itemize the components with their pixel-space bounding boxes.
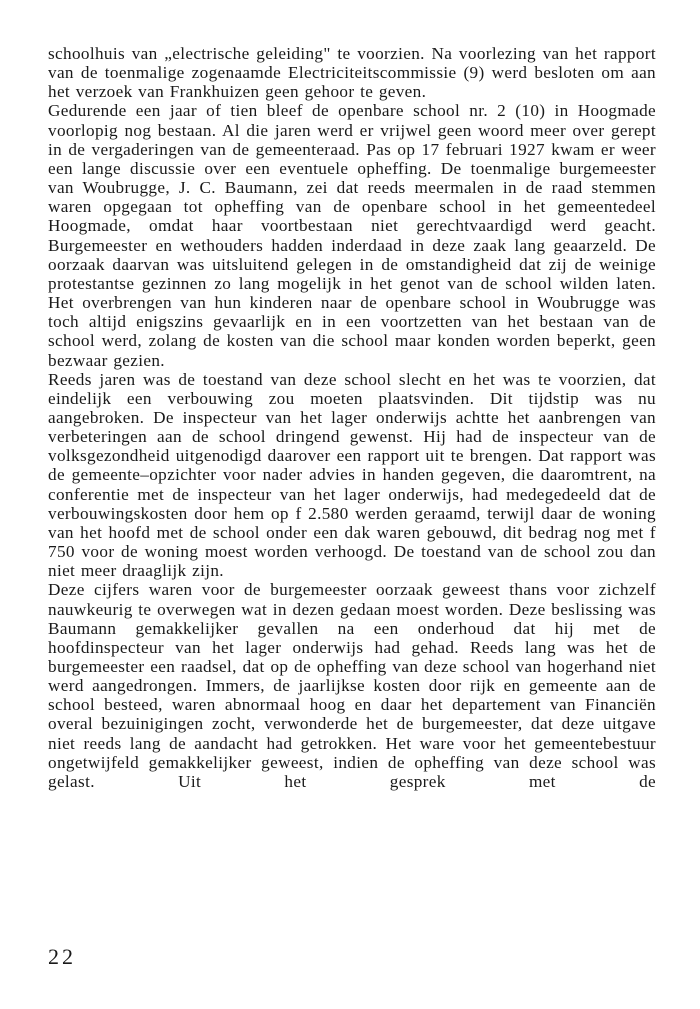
paragraph-4: Deze cijfers waren voor de burgemeester oorzaak geweest thans voor zichzelf nauwkeurig te overwegen wat in dezen gedaan moest worden. Deze beslissing was Baumann gemakkelijker gevallen na een onderhoud dat hij met de hoofdinspecteur van het lager onderwijs had gehad. Reeds lang was het de burgemeester een raadsel, dat op de opheffing van deze school van hogerhand niet werd aangedrongen. Immers, de jaarlijkse kosten door rijk en gemeente aan de school besteed, waren abnormaal hoog en daar het departement van Financiën overal bezuinigingen zocht, verwonderde het de burgemeester, dat deze uitgave niet reeds lang de aandacht had getrokken. Het ware voor het gemeentebestuur ongetwijfeld gemakkelijker geweest, indien de opheffing van deze school was gelast. Uit het gesprek met de [48, 580, 656, 791]
page-body [48, 44, 656, 791]
page-number: 22 [48, 944, 76, 969]
paragraph-1: schoolhuis van „electrische geleiding" te voorzien. Na voorlezing van het rapport van de toenmalige zogenaamde Electriciteitscommissie (9) werd besloten om aan het verzoek van Frankhuizen geen gehoor te geven. [48, 44, 656, 102]
paragraph-2: Gedurende een jaar of tien bleef de openbare school nr. 2 (10) in Hoogmade voorlopig nog bestaan. Al die jaren werd er vrijwel geen woord meer over gerept in de vergaderingen van de gemeenteraad. Pas op 17 februari 1927 kwam er weer een lange discussie over een eventuele opheffing. De toenmalige burgemeester van Woubrugge, J. C. Baumann, zei dat reeds meermalen in de raad stemmen waren opgegaan tot opheffing van de openbare school in het gemeentedeel Hoogmade, omdat haar voortbestaan niet gerechtvaardigd werd geacht. Burgemeester en wethouders hadden inderdaad in deze zaak lang geaarzeld. De oorzaak daarvan was uitsluitend gelegen in de omstandigheid dat zij de weinige protestantse gezinnen zo lang mogelijk in het genot van de school wilden laten. Het overbrengen van hun kinderen naar de openbare school in Woubrugge was toch altijd enigszins gevaarlijk en in een voortzetten van het bestaan van de school werd, zolang de kosten van die school maar konden worden beperkt, geen bezwaar gezien. [48, 101, 656, 370]
paragraph-3: Reeds jaren was de toestand van deze school slecht en het was te voorzien, dat eindelijk een verbouwing zou moeten plaatsvinden. Dit tijdstip was nu aangebroken. De inspecteur van het lager onderwijs achtte het aanbrengen van verbeteringen aan de school dringend gewenst. Hij had de inspecteur van de volksgezondheid uitgenodigd daarover een rapport uit te brengen. Dat rapport was de gemeente–opzichter voor nader advies in handen gegeven, die daaromtrent, na conferentie met de inspecteur van het lager onderwijs, had medegedeeld dat de verbouwingskosten door hem op f 2.580 werden geraamd, terwijl daar de woning van het hoofd met de school onder een dak waren gebouwd, dit bedrag nog met f 750 voor de woning moest worden verhoogd. De toestand van de school zou dan niet meer draaglijk zijn. [48, 369, 656, 581]
